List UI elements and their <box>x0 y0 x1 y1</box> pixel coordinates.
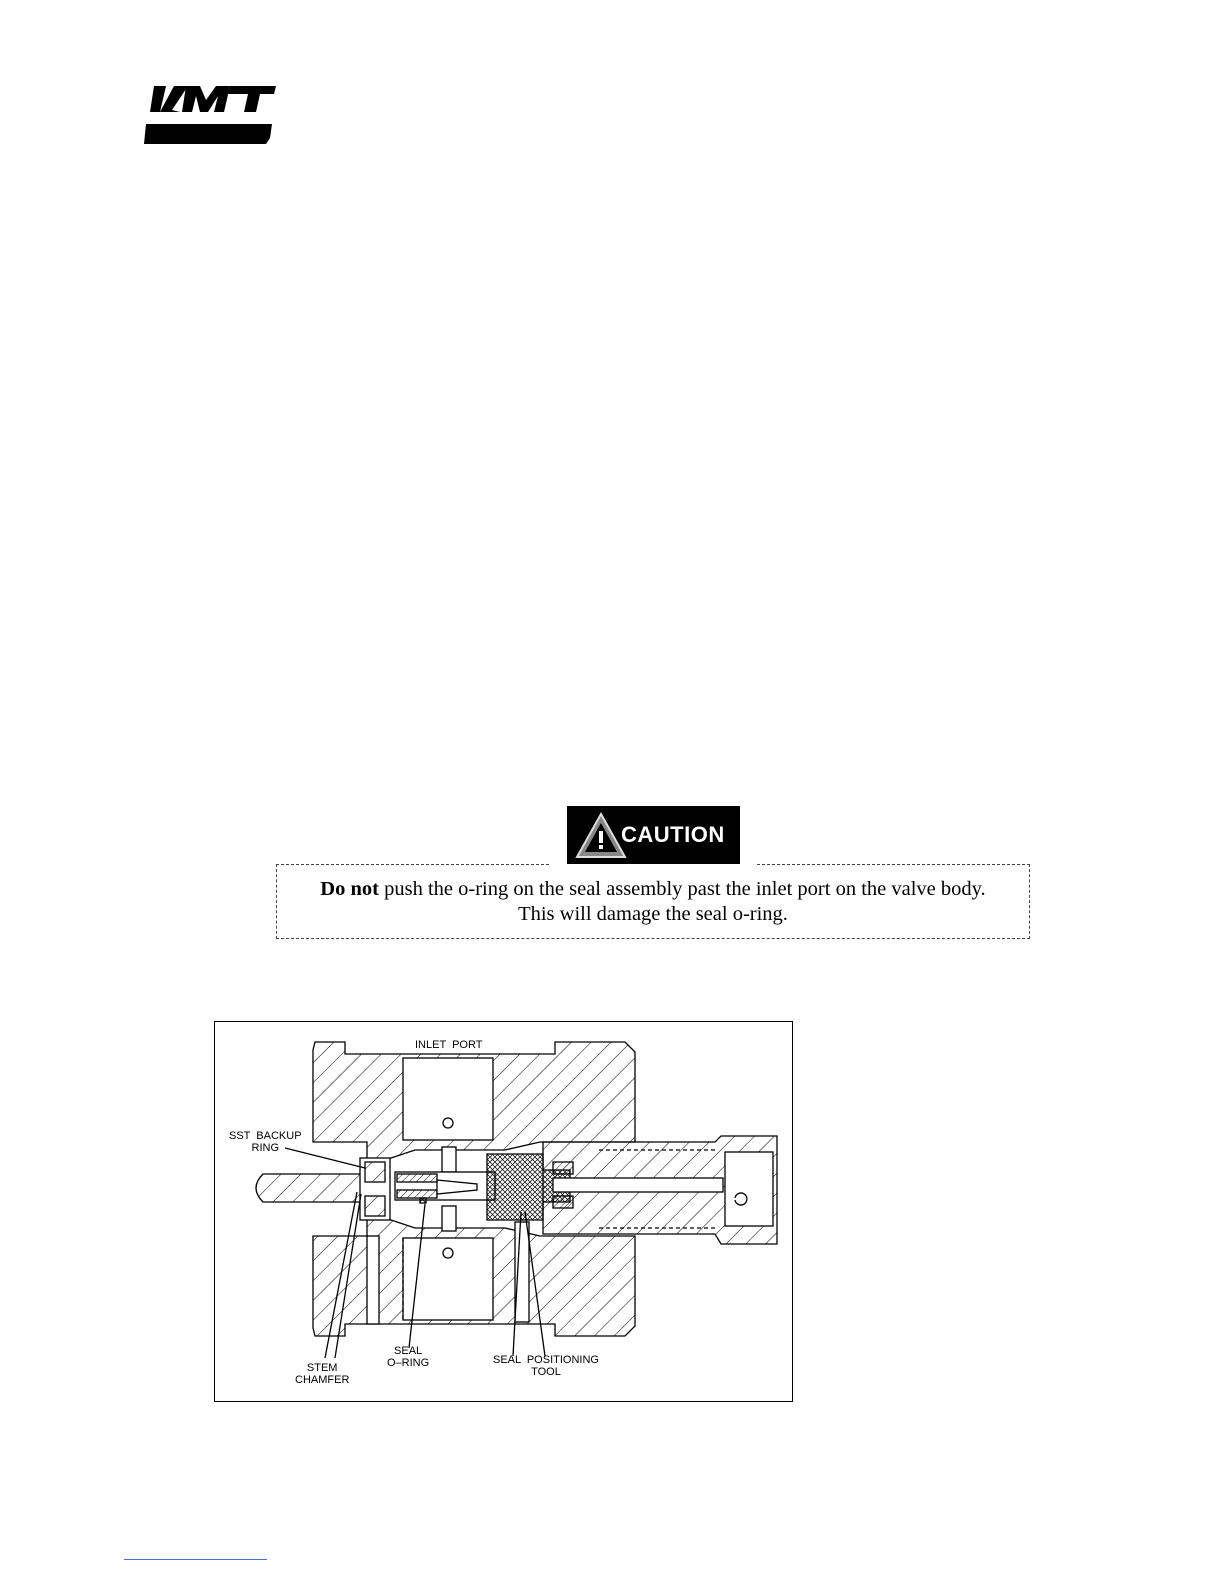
caution-lead: Do not <box>320 878 379 900</box>
label-stem-chamfer: STEM CHAMFER <box>295 1362 350 1386</box>
footer-rule <box>124 1559 267 1560</box>
caution-label: CAUTION <box>621 822 725 847</box>
label-sst-backup-ring: SST BACKUP RING <box>229 1130 302 1154</box>
label-inlet-port: INLET PORT <box>415 1039 483 1051</box>
warning-triangle-icon <box>575 811 627 859</box>
caution-line-1 <box>277 877 1029 902</box>
kmt-logo <box>142 84 278 148</box>
label-seal-o-ring: SEAL O–RING <box>387 1345 430 1369</box>
caution-line-2: This will damage the seal o-ring. <box>518 903 788 925</box>
caution-badge <box>567 806 740 864</box>
valve-cross-section <box>215 1022 792 1401</box>
box-top-border-left <box>276 864 549 865</box>
caution-message-box <box>276 864 1030 939</box>
valve-seal-diagram <box>214 1021 793 1402</box>
caution-line-1-rest: push the o-ring on the seal assembly past the inlet port on the valve body. <box>378 878 986 900</box>
label-seal-positioning-tool: SEAL POSITIONING TOOL <box>493 1354 599 1378</box>
box-top-border-right <box>757 864 1030 865</box>
